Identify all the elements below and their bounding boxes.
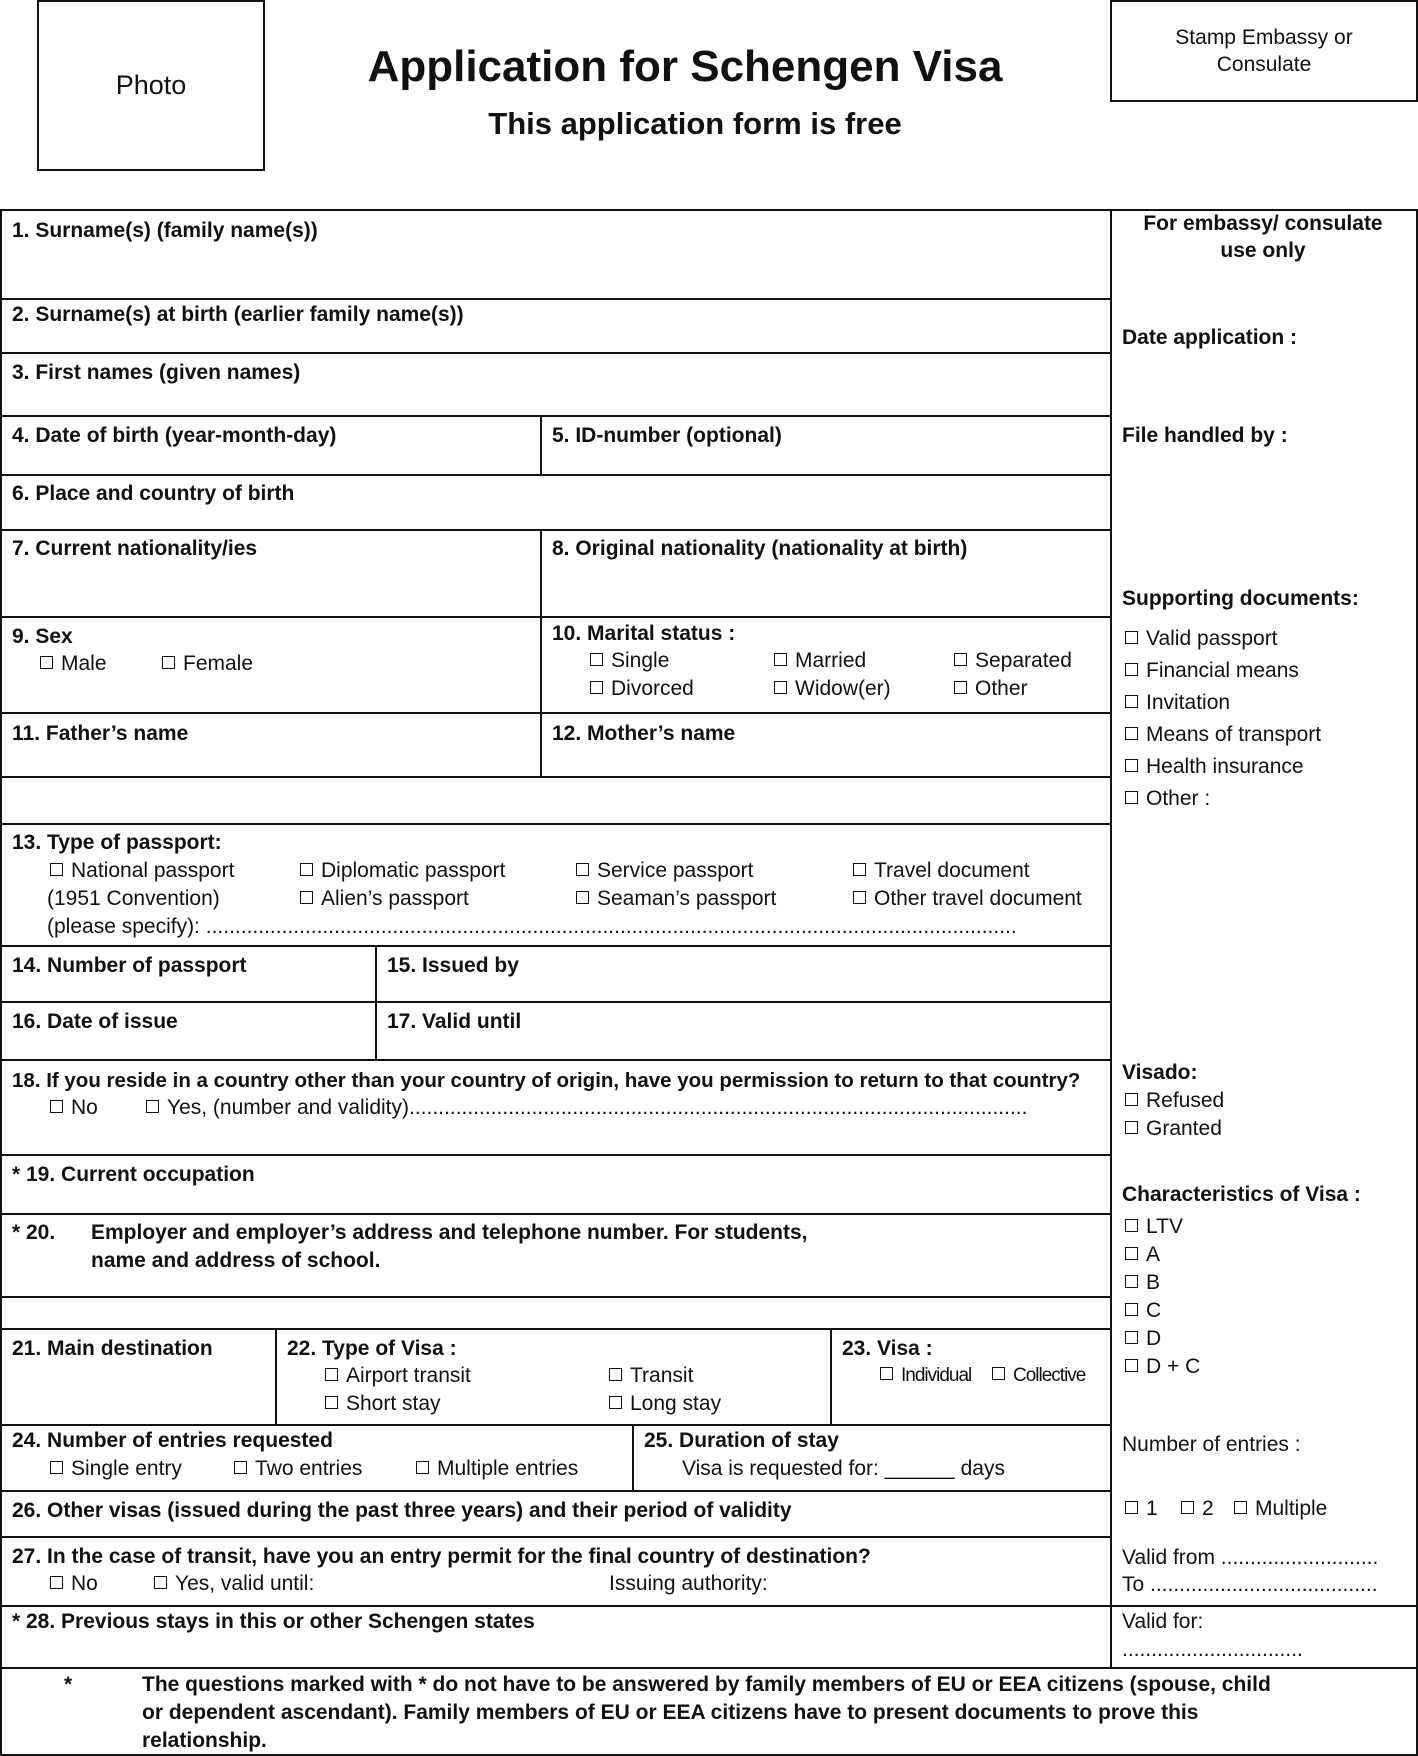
- duration-days-text[interactable]: Visa is requested for: ______ days: [682, 1457, 1005, 1480]
- checkbox-icon: [234, 1461, 247, 1474]
- option-label: Other travel document: [874, 887, 1082, 910]
- rule: [0, 1490, 1111, 1492]
- checkbox-icon: [954, 681, 967, 694]
- checkbox-entries-1[interactable]: [1125, 1496, 1158, 1522]
- option-label: Refused: [1146, 1089, 1225, 1112]
- embassy-valid-for-dots[interactable]: ...............................: [1122, 1638, 1303, 1661]
- checkbox-icon: [880, 1367, 893, 1380]
- stamp-box: [1110, 0, 1418, 102]
- field-transit-entry-permit: 27. In the case of transit, have you an entry permit for the final country of destination?: [12, 1545, 871, 1568]
- embassy-valid-to[interactable]: To .......................................: [1122, 1573, 1378, 1596]
- option-label: Valid passport: [1146, 627, 1278, 650]
- field-marital-status: 10. Marital status :: [552, 622, 736, 645]
- option-label: Other :: [1146, 787, 1211, 810]
- transit-issuing-authority: Issuing authority:: [609, 1572, 768, 1595]
- checkbox-short-stay[interactable]: [325, 1391, 441, 1417]
- option-label: Individual: [901, 1365, 972, 1386]
- field-residence-permission: 18. If you reside in a country other than your country of origin, have you permission to return to that country?: [12, 1069, 1081, 1092]
- checkbox-icon: [50, 863, 63, 876]
- field-fathers-name: 11. Father’s name: [12, 722, 189, 745]
- option-label: Male: [61, 652, 107, 675]
- checkbox-icon: [1125, 791, 1138, 804]
- checkbox-icon: [576, 891, 589, 904]
- field-surname-at-birth: 2. Surname(s) at birth (earlier family name(s)): [12, 303, 464, 326]
- rule: [375, 945, 377, 1060]
- rule: [0, 1536, 1111, 1538]
- rule: [0, 1154, 1111, 1156]
- checkbox-multiple-entries[interactable]: [416, 1456, 578, 1482]
- option-label: Collective: [1013, 1365, 1086, 1386]
- checkbox-icon: [853, 863, 866, 876]
- checkbox-d-plus-c[interactable]: [1125, 1354, 1200, 1380]
- checkbox-separated[interactable]: [954, 648, 1072, 674]
- checkbox-other-doc[interactable]: [1125, 786, 1210, 812]
- checkbox-health-insurance[interactable]: [1125, 754, 1304, 780]
- checkbox-icon: [609, 1368, 622, 1381]
- checkbox-icon: [774, 653, 787, 666]
- field-other-visas: 26. Other visas (issued during the past three years) and their period of validity: [12, 1499, 792, 1522]
- rule: [540, 529, 542, 777]
- option-label: Married: [795, 649, 867, 672]
- field-number-of-entries: 24. Number of entries requested: [12, 1429, 333, 1452]
- embassy-valid-from[interactable]: Valid from ...........................: [1122, 1546, 1379, 1569]
- option-label: Diplomatic passport: [321, 859, 506, 882]
- checkbox-female[interactable]: [162, 651, 253, 677]
- checkbox-icon: [1125, 1331, 1138, 1344]
- checkbox-icon: [590, 653, 603, 666]
- checkbox-icon: [162, 656, 175, 669]
- field-employer-number: * 20.: [12, 1221, 56, 1244]
- rule: [0, 529, 1111, 531]
- checkbox-icon: [1125, 1303, 1138, 1316]
- checkbox-icon: [1125, 1275, 1138, 1288]
- option-label: LTV: [1146, 1215, 1183, 1238]
- field-surname: 1. Surname(s) (family name(s)): [12, 219, 318, 242]
- field-main-destination: 21. Main destination: [12, 1337, 213, 1360]
- field-issued-by: 15. Issued by: [387, 954, 519, 977]
- option-label: B: [1146, 1271, 1161, 1294]
- checkbox-icon: [325, 1368, 338, 1381]
- checkbox-icon: [609, 1396, 622, 1409]
- field-place-of-birth: 6. Place and country of birth: [12, 482, 295, 505]
- footnote-line3: relationship.: [142, 1729, 267, 1752]
- checkbox-icon: [1125, 1093, 1138, 1106]
- embassy-valid-for: Valid for:: [1122, 1610, 1204, 1633]
- checkbox-travel-document[interactable]: [853, 858, 1030, 884]
- field-original-nationality: 8. Original nationality (nationality at birth): [552, 537, 968, 560]
- embassy-supporting-docs: Supporting documents:: [1122, 587, 1359, 610]
- rule: [0, 1001, 1111, 1003]
- checkbox-icon: [50, 1576, 63, 1589]
- option-label: D + C: [1146, 1355, 1201, 1378]
- passport-specify-line[interactable]: (please specify): ...........................................................................................................................................: [47, 915, 1017, 938]
- embassy-column-divider: [1110, 209, 1112, 1667]
- rule: [0, 1059, 1111, 1061]
- option-label: Health insurance: [1146, 755, 1304, 778]
- rule: [0, 945, 1111, 947]
- field-date-of-issue: 16. Date of issue: [12, 1010, 178, 1033]
- checkbox-icon: [774, 681, 787, 694]
- checkbox-icon: [576, 863, 589, 876]
- checkbox-icon: [1125, 759, 1138, 772]
- checkbox-seamans-passport[interactable]: [576, 886, 776, 912]
- passport-note-convention: (1951 Convention): [47, 887, 220, 910]
- field-passport-number: 14. Number of passport: [12, 954, 247, 977]
- rule: [0, 474, 1111, 476]
- checkbox-transit[interactable]: [609, 1363, 693, 1389]
- checkbox-icon: [1125, 1359, 1138, 1372]
- option-label: Single: [611, 649, 670, 672]
- checkbox-means-of-transport[interactable]: [1125, 722, 1321, 748]
- checkbox-married[interactable]: [774, 648, 866, 674]
- checkbox-icon: [1125, 1219, 1138, 1232]
- option-label: Yes, valid until:: [175, 1572, 315, 1595]
- page-subtitle: This application form is free: [488, 106, 902, 141]
- field-duration-of-stay: 25. Duration of stay: [644, 1429, 839, 1452]
- rule: [0, 616, 1111, 618]
- footnote-line2: or dependent ascendant). Family members of EU or EEA citizens have to present documents to prove this: [142, 1701, 1199, 1724]
- rule: [0, 712, 1111, 714]
- checkbox-service-passport[interactable]: [576, 858, 753, 884]
- photo-label: Photo: [115, 70, 187, 100]
- checkbox-divorced[interactable]: [590, 676, 694, 702]
- checkbox-refused[interactable]: [1125, 1088, 1224, 1114]
- option-label: No: [71, 1096, 98, 1119]
- field-first-names: 3. First names (given names): [12, 361, 301, 384]
- option-label: Short stay: [346, 1392, 441, 1415]
- option-label: Separated: [975, 649, 1072, 672]
- rule: [0, 1424, 1111, 1426]
- option-label: Alien’s passport: [321, 887, 469, 910]
- option-label: A: [1146, 1243, 1161, 1266]
- checkbox-icon: [1125, 1501, 1138, 1514]
- checkbox-aliens-passport[interactable]: [300, 886, 469, 912]
- rule: [0, 1328, 1111, 1330]
- embassy-file-handled: File handled by :: [1122, 424, 1288, 447]
- checkbox-c[interactable]: [1125, 1298, 1161, 1324]
- option-label: Long stay: [630, 1392, 722, 1415]
- option-label: Transit: [630, 1364, 694, 1387]
- checkbox-two-entries[interactable]: [234, 1456, 362, 1482]
- rule: [632, 1424, 634, 1491]
- rule: [0, 352, 1111, 354]
- checkbox-individual[interactable]: [880, 1363, 971, 1389]
- checkbox-icon: [300, 891, 313, 904]
- rule: [0, 415, 1111, 417]
- embassy-visado: Visado:: [1122, 1061, 1198, 1084]
- checkbox-transit-yes[interactable]: [154, 1571, 314, 1597]
- field-visa: 23. Visa :: [842, 1337, 933, 1360]
- option-label: Service passport: [597, 859, 754, 882]
- option-label: Two entries: [255, 1457, 363, 1480]
- field-id-number: 5. ID-number (optional): [552, 424, 782, 447]
- checkbox-icon: [1125, 727, 1138, 740]
- checkbox-icon: [50, 1461, 63, 1474]
- rule: [0, 776, 1111, 778]
- field-mothers-name: 12. Mother’s name: [552, 722, 736, 745]
- checkbox-other-travel-document[interactable]: [853, 886, 1082, 912]
- rule: [0, 823, 1111, 825]
- field-current-nationality: 7. Current nationality/ies: [12, 537, 258, 560]
- checkbox-icon: [992, 1367, 1005, 1380]
- checkbox-diplomatic-passport[interactable]: [300, 858, 505, 884]
- checkbox-icon: [300, 863, 313, 876]
- checkbox-icon: [50, 1100, 63, 1113]
- checkbox-other-status[interactable]: [954, 676, 1028, 702]
- checkbox-widow[interactable]: [774, 676, 891, 702]
- option-label: Single entry: [71, 1457, 182, 1480]
- checkbox-icon: [1125, 631, 1138, 644]
- checkbox-icon: [1125, 695, 1138, 708]
- checkbox-icon: [954, 653, 967, 666]
- field-previous-stays: * 28. Previous stays in this or other Schengen states: [12, 1610, 535, 1633]
- option-label: Widow(er): [795, 677, 891, 700]
- option-label: Financial means: [1146, 659, 1299, 682]
- checkbox-invitation[interactable]: [1125, 690, 1230, 716]
- checkbox-icon: [1234, 1501, 1247, 1514]
- option-label: Other: [975, 677, 1028, 700]
- option-label: 2: [1202, 1497, 1214, 1520]
- option-label: Seaman’s passport: [597, 887, 777, 910]
- checkbox-icon: [590, 681, 603, 694]
- footnote-star: *: [64, 1673, 73, 1696]
- checkbox-icon: [1125, 1121, 1138, 1134]
- checkbox-icon: [325, 1396, 338, 1409]
- option-label: Female: [183, 652, 254, 675]
- checkbox-single[interactable]: [590, 648, 669, 674]
- option-label: Multiple: [1255, 1497, 1328, 1520]
- option-label: Granted: [1146, 1117, 1222, 1140]
- checkbox-long-stay[interactable]: [609, 1391, 721, 1417]
- checkbox-financial-means[interactable]: [1125, 658, 1299, 684]
- option-label: Travel document: [874, 859, 1030, 882]
- option-label: 1: [1146, 1497, 1158, 1520]
- checkbox-a[interactable]: [1125, 1242, 1160, 1268]
- option-label: C: [1146, 1299, 1162, 1322]
- checkbox-icon: [416, 1461, 429, 1474]
- field-passport-type: 13. Type of passport:: [12, 831, 222, 854]
- checkbox-icon: [40, 656, 53, 669]
- checkbox-granted[interactable]: [1125, 1116, 1222, 1142]
- rule: [0, 1213, 1111, 1215]
- stamp-label: Stamp Embassy or Consulate: [1175, 26, 1353, 76]
- checkbox-residence-yes[interactable]: [146, 1095, 1091, 1121]
- option-label: Means of transport: [1146, 723, 1322, 746]
- field-employer-line2: name and address of school.: [91, 1249, 381, 1272]
- checkbox-collective[interactable]: [992, 1363, 1085, 1389]
- option-label: Airport transit: [346, 1364, 471, 1387]
- checkbox-icon: [853, 891, 866, 904]
- rule: [0, 1605, 1418, 1607]
- rule: [0, 298, 1111, 300]
- option-label: National passport: [71, 859, 235, 882]
- rule: [0, 1296, 1111, 1298]
- option-label: No: [71, 1572, 98, 1595]
- checkbox-icon: [1125, 663, 1138, 676]
- checkbox-icon: [154, 1576, 167, 1589]
- option-label: Yes, (number and validity)..........................................................................................................: [167, 1096, 1028, 1119]
- option-label: D: [1146, 1327, 1162, 1350]
- checkbox-icon: [1181, 1501, 1194, 1514]
- checkbox-entries-multiple[interactable]: [1234, 1496, 1327, 1522]
- rule: [0, 1667, 1418, 1669]
- embassy-characteristics: Characteristics of Visa :: [1122, 1183, 1361, 1206]
- checkbox-icon: [146, 1100, 159, 1113]
- field-current-occupation: * 19. Current occupation: [12, 1163, 255, 1186]
- photo-box: [37, 0, 265, 171]
- page-title: Application for Schengen Visa: [367, 42, 1003, 91]
- embassy-number-of-entries: Number of entries :: [1122, 1433, 1301, 1456]
- checkbox-d[interactable]: [1125, 1326, 1161, 1352]
- option-label: Divorced: [611, 677, 694, 700]
- checkbox-entries-2[interactable]: [1181, 1496, 1214, 1522]
- option-label: Invitation: [1146, 691, 1231, 714]
- checkbox-residence-no[interactable]: [50, 1095, 98, 1121]
- field-employer-line1: Employer and employer’s address and telephone number. For students,: [91, 1221, 808, 1244]
- footnote-line1: The questions marked with * do not have to be answered by family members of EU or EEA citizens (spouse, child: [142, 1673, 1271, 1696]
- checkbox-icon: [1125, 1247, 1138, 1260]
- checkbox-transit-no[interactable]: [50, 1571, 98, 1597]
- field-valid-until: 17. Valid until: [387, 1010, 522, 1033]
- checkbox-valid-passport[interactable]: [1125, 626, 1278, 652]
- rule: [275, 1328, 277, 1425]
- embassy-date-application: Date application :: [1122, 326, 1298, 349]
- field-sex: 9. Sex: [12, 625, 73, 648]
- checkbox-ltv[interactable]: [1125, 1214, 1183, 1240]
- checkbox-airport-transit[interactable]: [325, 1363, 471, 1389]
- field-visa-type: 22. Type of Visa :: [287, 1337, 457, 1360]
- rule: [830, 1328, 832, 1425]
- checkbox-single-entry[interactable]: [50, 1456, 182, 1482]
- checkbox-male[interactable]: [40, 651, 107, 677]
- checkbox-b[interactable]: [1125, 1270, 1160, 1296]
- field-date-of-birth: 4. Date of birth (year-month-day): [12, 424, 337, 447]
- option-label: Multiple entries: [437, 1457, 579, 1480]
- rule: [540, 415, 542, 475]
- embassy-use-title: For embassy/ consulate use only: [1143, 212, 1383, 262]
- checkbox-national-passport[interactable]: [50, 858, 234, 884]
